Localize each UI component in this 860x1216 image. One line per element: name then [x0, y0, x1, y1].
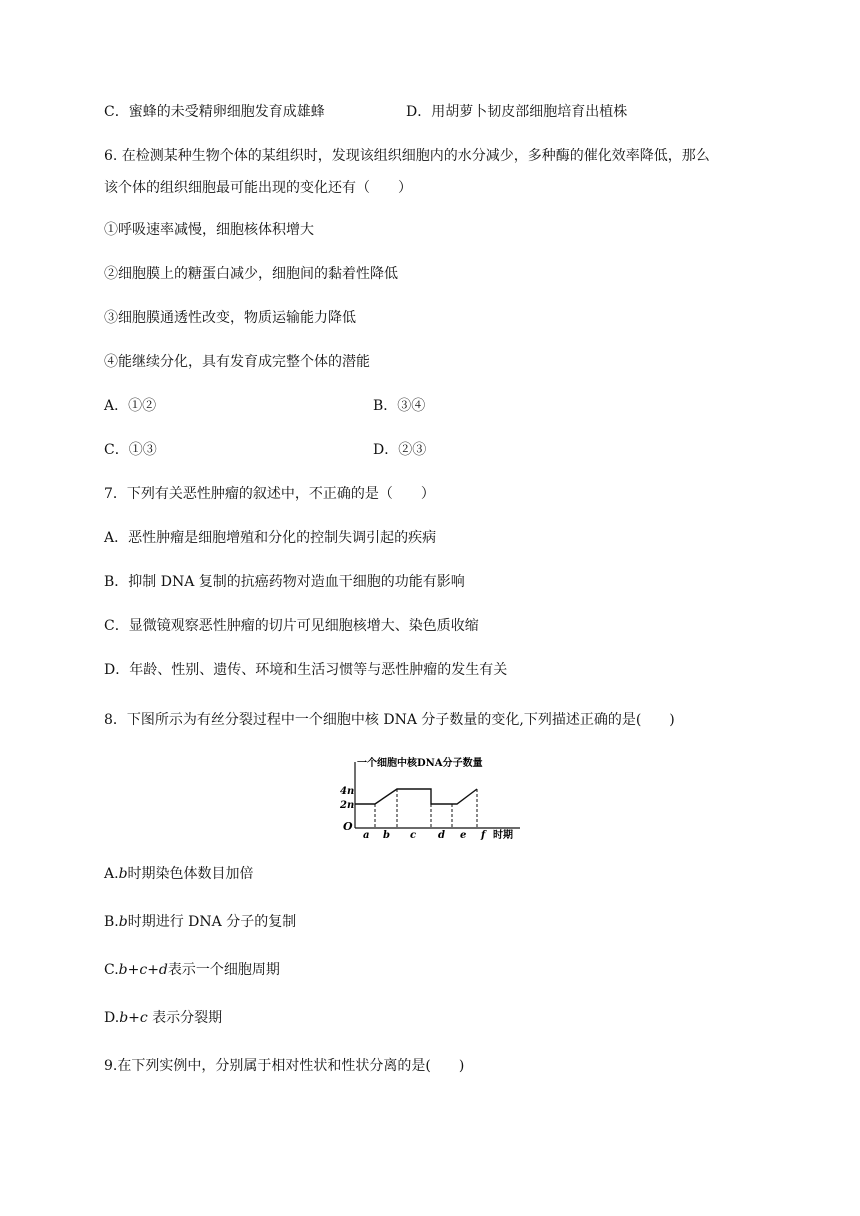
q6-statement-1: ①呼吸速率减慢，细胞核体积增大: [104, 222, 314, 238]
q6-stem-line1: 6. 在检测某种生物个体的某组织时，发现该组织细胞内的水分减少，多种酶的催化效率降低，那么: [104, 148, 710, 164]
q8-option-a-prefix: A.: [104, 866, 119, 882]
q9-stem: 9.在下列实例中，分别属于相对性状和性状分离的是( ): [104, 1058, 465, 1074]
figure-xlabel: 时期: [493, 830, 513, 840]
q8-option-a-text: 时期染色体数目加倍: [127, 866, 254, 882]
q6-option-d: D．②③: [373, 442, 427, 458]
ytick-4n: 4n: [340, 786, 355, 797]
ytick-2n: 2n: [340, 800, 355, 811]
q8-option-a: [104, 864, 254, 884]
q8-stem: 8．下图所示为有丝分裂过程中一个细胞中核 DNA 分子数量的变化,下列描述正确的是( ): [104, 712, 675, 728]
xtick-f: f: [481, 830, 486, 840]
xtick-c: c: [410, 830, 417, 840]
q8-option-c: [104, 960, 280, 980]
q7-option-d: D．年龄、性别、遗传、环境和生活习惯等与恶性肿瘤的发生有关: [104, 662, 508, 678]
q8-option-b-prefix: B.: [104, 914, 119, 930]
q8-option-d-prefix: D.: [104, 1010, 120, 1026]
q8-option-c-prefix: C.: [104, 962, 119, 978]
q5-option-d: D．用胡萝卜韧皮部细胞培育出植株: [406, 104, 628, 120]
xtick-d: d: [438, 830, 445, 840]
origin-label: O: [343, 820, 353, 833]
q7-option-c: C．显微镜观察恶性肿瘤的切片可见细胞核增大、染色质收缩: [104, 618, 479, 634]
q8-option-d-var: b+c: [119, 1010, 148, 1026]
xtick-e: e: [460, 830, 467, 840]
q8-option-c-var: b+c+d: [118, 962, 168, 978]
figure-ylabel: 一个细胞中核DNA分子数量: [357, 758, 483, 769]
q5-option-c: C．蜜蜂的未受精卵细胞发育成雄蜂: [104, 104, 325, 120]
q8-option-b-var: b: [118, 914, 128, 930]
xtick-b: b: [383, 830, 390, 840]
q7-option-b: B．抑制 DNA 复制的抗癌药物对造血干细胞的功能有影响: [104, 574, 465, 590]
q6-statement-4: ④能继续分化，具有发育成完整个体的潜能: [104, 354, 370, 370]
q7-stem: 7．下列有关恶性肿瘤的叙述中，不正确的是（ ）: [104, 486, 435, 502]
q8-option-d: [104, 1008, 222, 1028]
q6-option-b: B．③④: [373, 398, 426, 414]
q7-option-a: A．恶性肿瘤是细胞增殖和分化的控制失调引起的疾病: [104, 530, 437, 546]
q6-statement-3: ③细胞膜通透性改变，物质运输能力降低: [104, 310, 356, 326]
q6-statement-2: ②细胞膜上的糖蛋白减少，细胞间的黏着性降低: [104, 266, 398, 282]
q8-option-b: [104, 912, 296, 932]
q8-option-b-text: 时期进行 DNA 分子的复制: [127, 914, 297, 930]
q8-option-d-text: 表示分裂期: [147, 1010, 223, 1026]
q6-option-c: C．①③: [104, 442, 157, 458]
q8-option-a-var: b: [118, 866, 128, 882]
q8-option-c-text: 表示一个细胞周期: [167, 962, 280, 978]
q6-option-a: A．①②: [104, 398, 157, 414]
dna-content-figure: [335, 750, 535, 840]
q6-stem-line2: 该个体的组织细胞最可能出现的变化还有（ ）: [104, 180, 412, 196]
xtick-a: a: [363, 830, 370, 840]
dna-curve: [355, 789, 477, 804]
